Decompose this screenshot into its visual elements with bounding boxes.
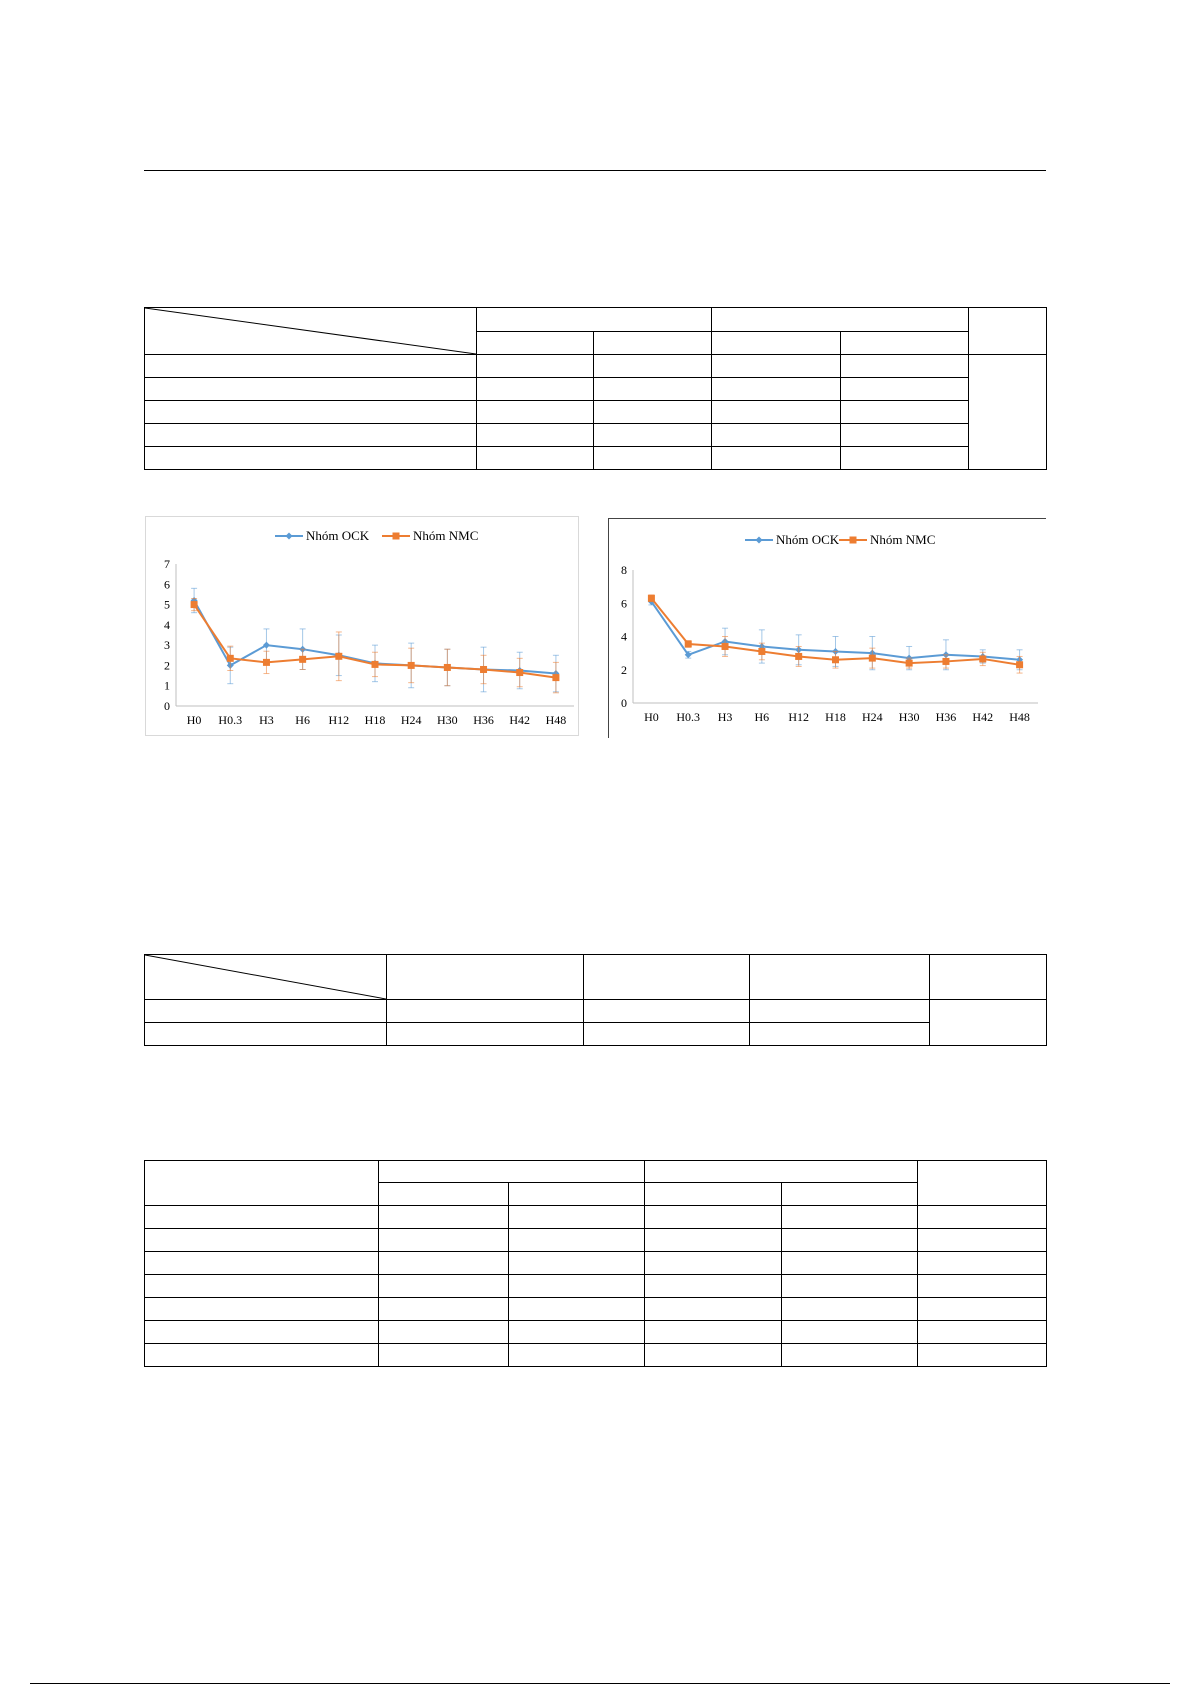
chart-left-data-point	[299, 656, 306, 663]
chart-left-y-tick-label: 1	[164, 678, 170, 693]
footer-rule	[30, 1683, 1170, 1684]
chart-left-x-tick-label: H24	[400, 713, 422, 727]
table-1-sub-header	[841, 332, 969, 355]
chart-right-data-point	[832, 656, 839, 663]
table-row	[145, 1344, 1047, 1367]
chart-right-y-tick-label: 2	[621, 662, 627, 677]
table-row	[145, 378, 1047, 401]
chart-right-legend-marker	[756, 537, 763, 544]
header-rule	[144, 170, 1046, 171]
chart-right-data-point	[942, 658, 949, 665]
table-1-sub-header	[712, 332, 841, 355]
table-2-header-cell	[930, 955, 1047, 1000]
chart-left-x-tick-label: H3	[259, 713, 274, 727]
chart-right	[608, 518, 1046, 738]
table-1-header-cell	[969, 308, 1047, 355]
chart-right-data-point	[869, 655, 876, 662]
chart-left-y-tick-label: 2	[164, 658, 170, 673]
table-row	[145, 1321, 1047, 1344]
table-row	[145, 1023, 1047, 1046]
chart-left-x-tick-label: H36	[473, 713, 494, 727]
chart-left-frame	[146, 517, 579, 736]
chart-right-x-tick-label: H6	[754, 710, 770, 724]
table-3-sub-header	[782, 1183, 918, 1206]
chart-left-x-tick-label: H0	[186, 713, 202, 727]
chart-right-data-point	[906, 660, 913, 667]
chart-left-data-point	[444, 664, 451, 671]
chart-right-x-tick-label: H24	[861, 710, 883, 724]
chart-right-y-tick-label: 6	[621, 596, 627, 611]
chart-left-data-point	[335, 653, 342, 660]
table-3	[144, 1160, 1047, 1367]
table-row	[145, 1275, 1047, 1298]
table-row	[145, 1206, 1047, 1229]
table-1-corner-cell	[145, 308, 477, 355]
chart-right-x-tick-label: H12	[788, 710, 810, 724]
chart-right-x-tick-label: H0	[644, 710, 659, 724]
chart-left-y-tick-label: 3	[164, 638, 170, 653]
chart-left-y-tick-label: 5	[164, 597, 170, 612]
chart-left-data-point	[191, 601, 198, 608]
chart-right-x-tick-label: H3	[717, 710, 733, 724]
chart-left-legend-label: Nhóm NMC	[413, 528, 479, 543]
chart-left-data-point	[372, 661, 379, 668]
table-row	[145, 1000, 1047, 1023]
chart-right-data-point	[722, 643, 729, 650]
table-2-header-cell	[387, 955, 584, 1000]
table-1	[144, 307, 1047, 470]
table-2-header-cell	[750, 955, 930, 1000]
chart-left-data-point	[263, 659, 270, 666]
chart-left-svg	[145, 516, 579, 736]
chart-right-x-tick-label: H18	[825, 710, 846, 724]
table-3-sub-header	[509, 1183, 645, 1206]
chart-left-x-tick-label: H48	[545, 713, 567, 727]
chart-right-y-tick-label: 0	[621, 696, 627, 710]
table-1-merged-cell	[969, 355, 1047, 470]
chart-right-y-tick-label: 4	[621, 629, 627, 644]
table-3-sub-header	[645, 1183, 782, 1206]
chart-left-legend-label: Nhóm OCK	[306, 528, 370, 543]
chart-left-data-point	[552, 674, 559, 681]
table-3-header-cell	[145, 1161, 379, 1206]
chart-left-y-tick-label: 4	[164, 617, 170, 632]
chart-right-legend-marker	[850, 537, 857, 544]
chart-left-data-point	[516, 669, 523, 676]
chart-right-data-point	[795, 653, 802, 660]
chart-right-legend-label: Nhóm NMC	[870, 532, 936, 547]
chart-right-data-point	[1016, 661, 1023, 668]
chart-right-data-point	[758, 648, 765, 655]
table-1-sub-header	[594, 332, 712, 355]
chart-right-x-tick-label: H30	[898, 710, 920, 724]
chart-left-y-tick-label: 0	[164, 699, 170, 713]
table-1-group-header	[712, 308, 969, 332]
chart-left-y-tick-label: 6	[164, 577, 170, 592]
table-2-corner-cell	[145, 955, 387, 1000]
chart-right-data-point	[979, 655, 986, 662]
chart-left-x-tick-label: H30	[437, 713, 458, 727]
table-3-group-header	[645, 1161, 918, 1183]
table-3-group-header	[379, 1161, 645, 1183]
chart-left-x-tick-label: H0.3	[218, 713, 243, 727]
chart-left	[145, 516, 579, 736]
chart-left-data-point	[227, 655, 234, 662]
table-2-merged-cell	[930, 1000, 1047, 1046]
table-3-sub-header	[379, 1183, 509, 1206]
table-row	[145, 1298, 1047, 1321]
chart-left-y-tick-label: 7	[164, 557, 170, 571]
chart-right-x-tick-label: H48	[1009, 710, 1030, 724]
table-row	[145, 401, 1047, 424]
chart-right-y-tick-label: 8	[621, 563, 627, 577]
chart-right-data-point	[685, 640, 692, 647]
chart-left-x-tick-label: H42	[509, 713, 531, 727]
chart-right-svg	[608, 518, 1046, 738]
chart-left-legend-marker	[393, 533, 400, 540]
chart-left-x-tick-label: H6	[295, 713, 310, 727]
table-row	[145, 1252, 1047, 1275]
table-row	[145, 355, 1047, 378]
chart-right-x-tick-label: H42	[972, 710, 994, 724]
table-3-header-cell	[918, 1161, 1047, 1206]
chart-left-x-tick-label: H18	[364, 713, 386, 727]
chart-right-data-point	[648, 595, 655, 602]
chart-right-x-tick-label: H0.3	[676, 710, 701, 724]
table-row	[145, 1229, 1047, 1252]
chart-left-x-tick-label: H12	[328, 713, 350, 727]
table-row	[145, 424, 1047, 447]
table-2	[144, 954, 1047, 1046]
table-1-group-header	[477, 308, 712, 332]
chart-left-data-point	[408, 662, 415, 669]
table-2-header-cell	[584, 955, 750, 1000]
table-row	[145, 447, 1047, 470]
table-1-sub-header	[477, 332, 594, 355]
chart-right-x-tick-label: H36	[935, 710, 957, 724]
chart-right-legend-label: Nhóm OCK	[776, 532, 840, 547]
chart-left-data-point	[480, 666, 487, 673]
